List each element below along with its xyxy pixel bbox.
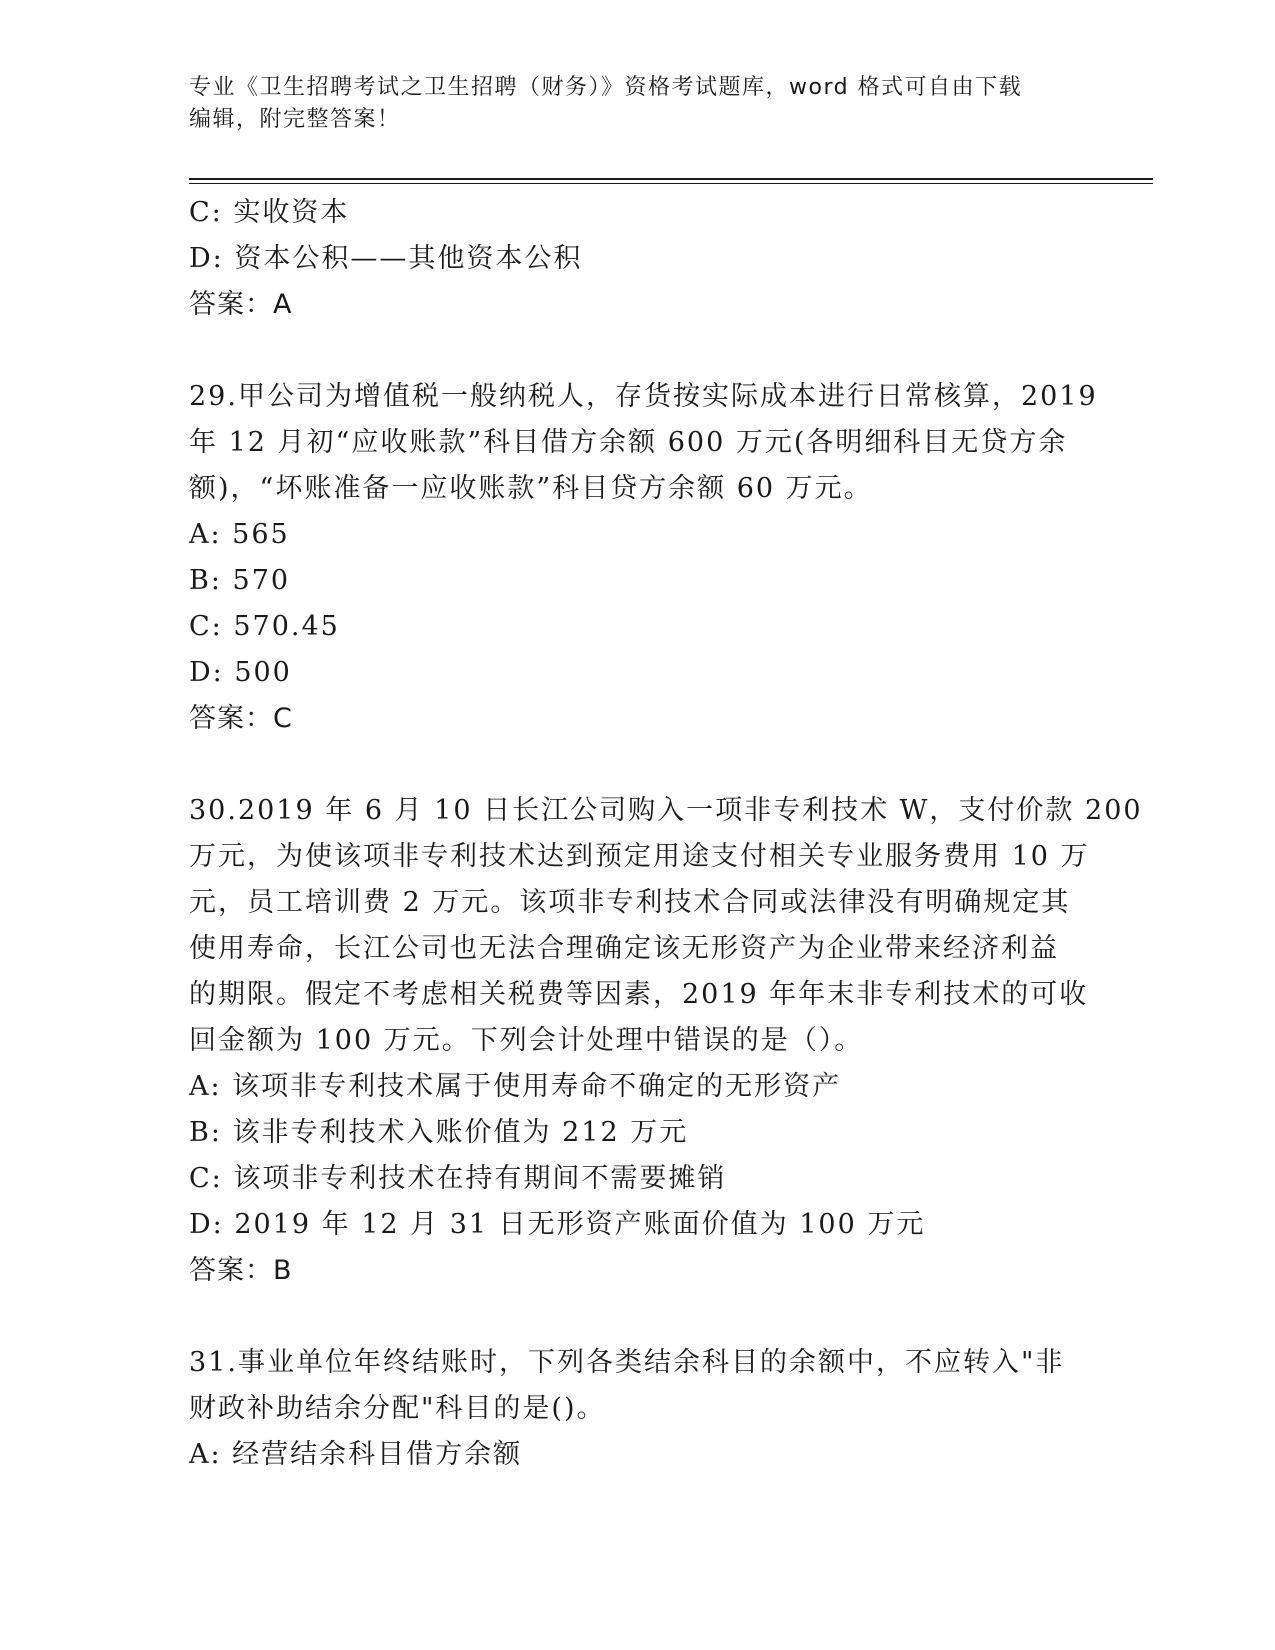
- stem-line: 29.甲公司为增值税一般纳税人，存货按实际成本进行日常核算，2019: [189, 381, 1098, 412]
- stem-line: 回金额为 100 万元。下列会计处理中错误的是（）。: [189, 1025, 864, 1056]
- header-divider-thick: [189, 178, 1153, 180]
- option-b: B: 570: [189, 565, 291, 596]
- question-31: [189, 1340, 1089, 1478]
- spacer: [189, 1294, 1089, 1340]
- option-c: C: 570.45: [189, 611, 340, 642]
- question-stem: [189, 374, 1098, 512]
- option-c: C: 该项非专利技术在持有期间不需要摊销: [189, 1163, 727, 1194]
- option-a: A: 565: [189, 519, 290, 550]
- question-list: [189, 190, 1143, 1478]
- option-d: D: 500: [189, 657, 292, 688]
- option-a: A: 经营结余科目借方余额: [189, 1439, 523, 1470]
- stem-line: 万元，为使该项非专利技术达到预定用途支付相关专业服务费用 10 万: [189, 841, 1090, 872]
- answer-line: 答案：C: [189, 703, 293, 734]
- question-29: [189, 374, 1098, 742]
- option-a: A: 该项非专利技术属于使用寿命不确定的无形资产: [189, 1071, 842, 1102]
- stem-line: 使用寿命，长江公司也无法合理确定该无形资产为企业带来经济利益: [189, 933, 1059, 964]
- option-d: D: 资本公积——其他资本公积: [189, 243, 583, 274]
- option-b: B: 该非专利技术入账价值为 212 万元: [189, 1117, 689, 1148]
- answer-line: 答案：B: [189, 1255, 293, 1286]
- header-line-2: 编辑，附完整答案！: [189, 107, 401, 132]
- stem-line: 元，员工培训费 2 万元。该项非专利技术合同或法律没有明确规定其: [189, 887, 1071, 918]
- stem-line: 30.2019 年 6 月 10 日长江公司购入一项非专利技术 W，支付价款 200: [189, 795, 1143, 826]
- stem-line: 财政补助结余分配"科目的是()。: [189, 1393, 606, 1424]
- question-30: [189, 788, 1143, 1294]
- question-stem: [189, 1340, 1089, 1432]
- stem-line: 年 12 月初“应收账款”科目借方余额 600 万元(各明细科目无贷方余: [189, 427, 1068, 458]
- question-28-tail: [189, 190, 1089, 328]
- option-c: C: 实收资本: [189, 197, 350, 228]
- question-stem: [189, 788, 1143, 1064]
- stem-line: 31.事业单位年终结账时，下列各类结余科目的余额中，不应转入"非: [189, 1347, 1065, 1378]
- stem-line: 额)，“坏账准备一应收账款”科目贷方余额 60 万元。: [189, 473, 873, 504]
- stem-line: 的期限。假定不考虑相关税费等因素，2019 年年末非专利技术的可收: [189, 979, 1089, 1010]
- spacer: [189, 328, 1089, 374]
- header-divider-thin: [189, 183, 1153, 184]
- header-line-1: 专业《卫生招聘考试之卫生招聘（财务）》资格考试题库，word 格式可自由下载: [189, 75, 1023, 100]
- answer-line: 答案：A: [189, 289, 293, 320]
- spacer: [189, 742, 1089, 788]
- document-header: [189, 72, 1089, 136]
- option-d: D: 2019 年 12 月 31 日无形资产账面价值为 100 万元: [189, 1209, 926, 1240]
